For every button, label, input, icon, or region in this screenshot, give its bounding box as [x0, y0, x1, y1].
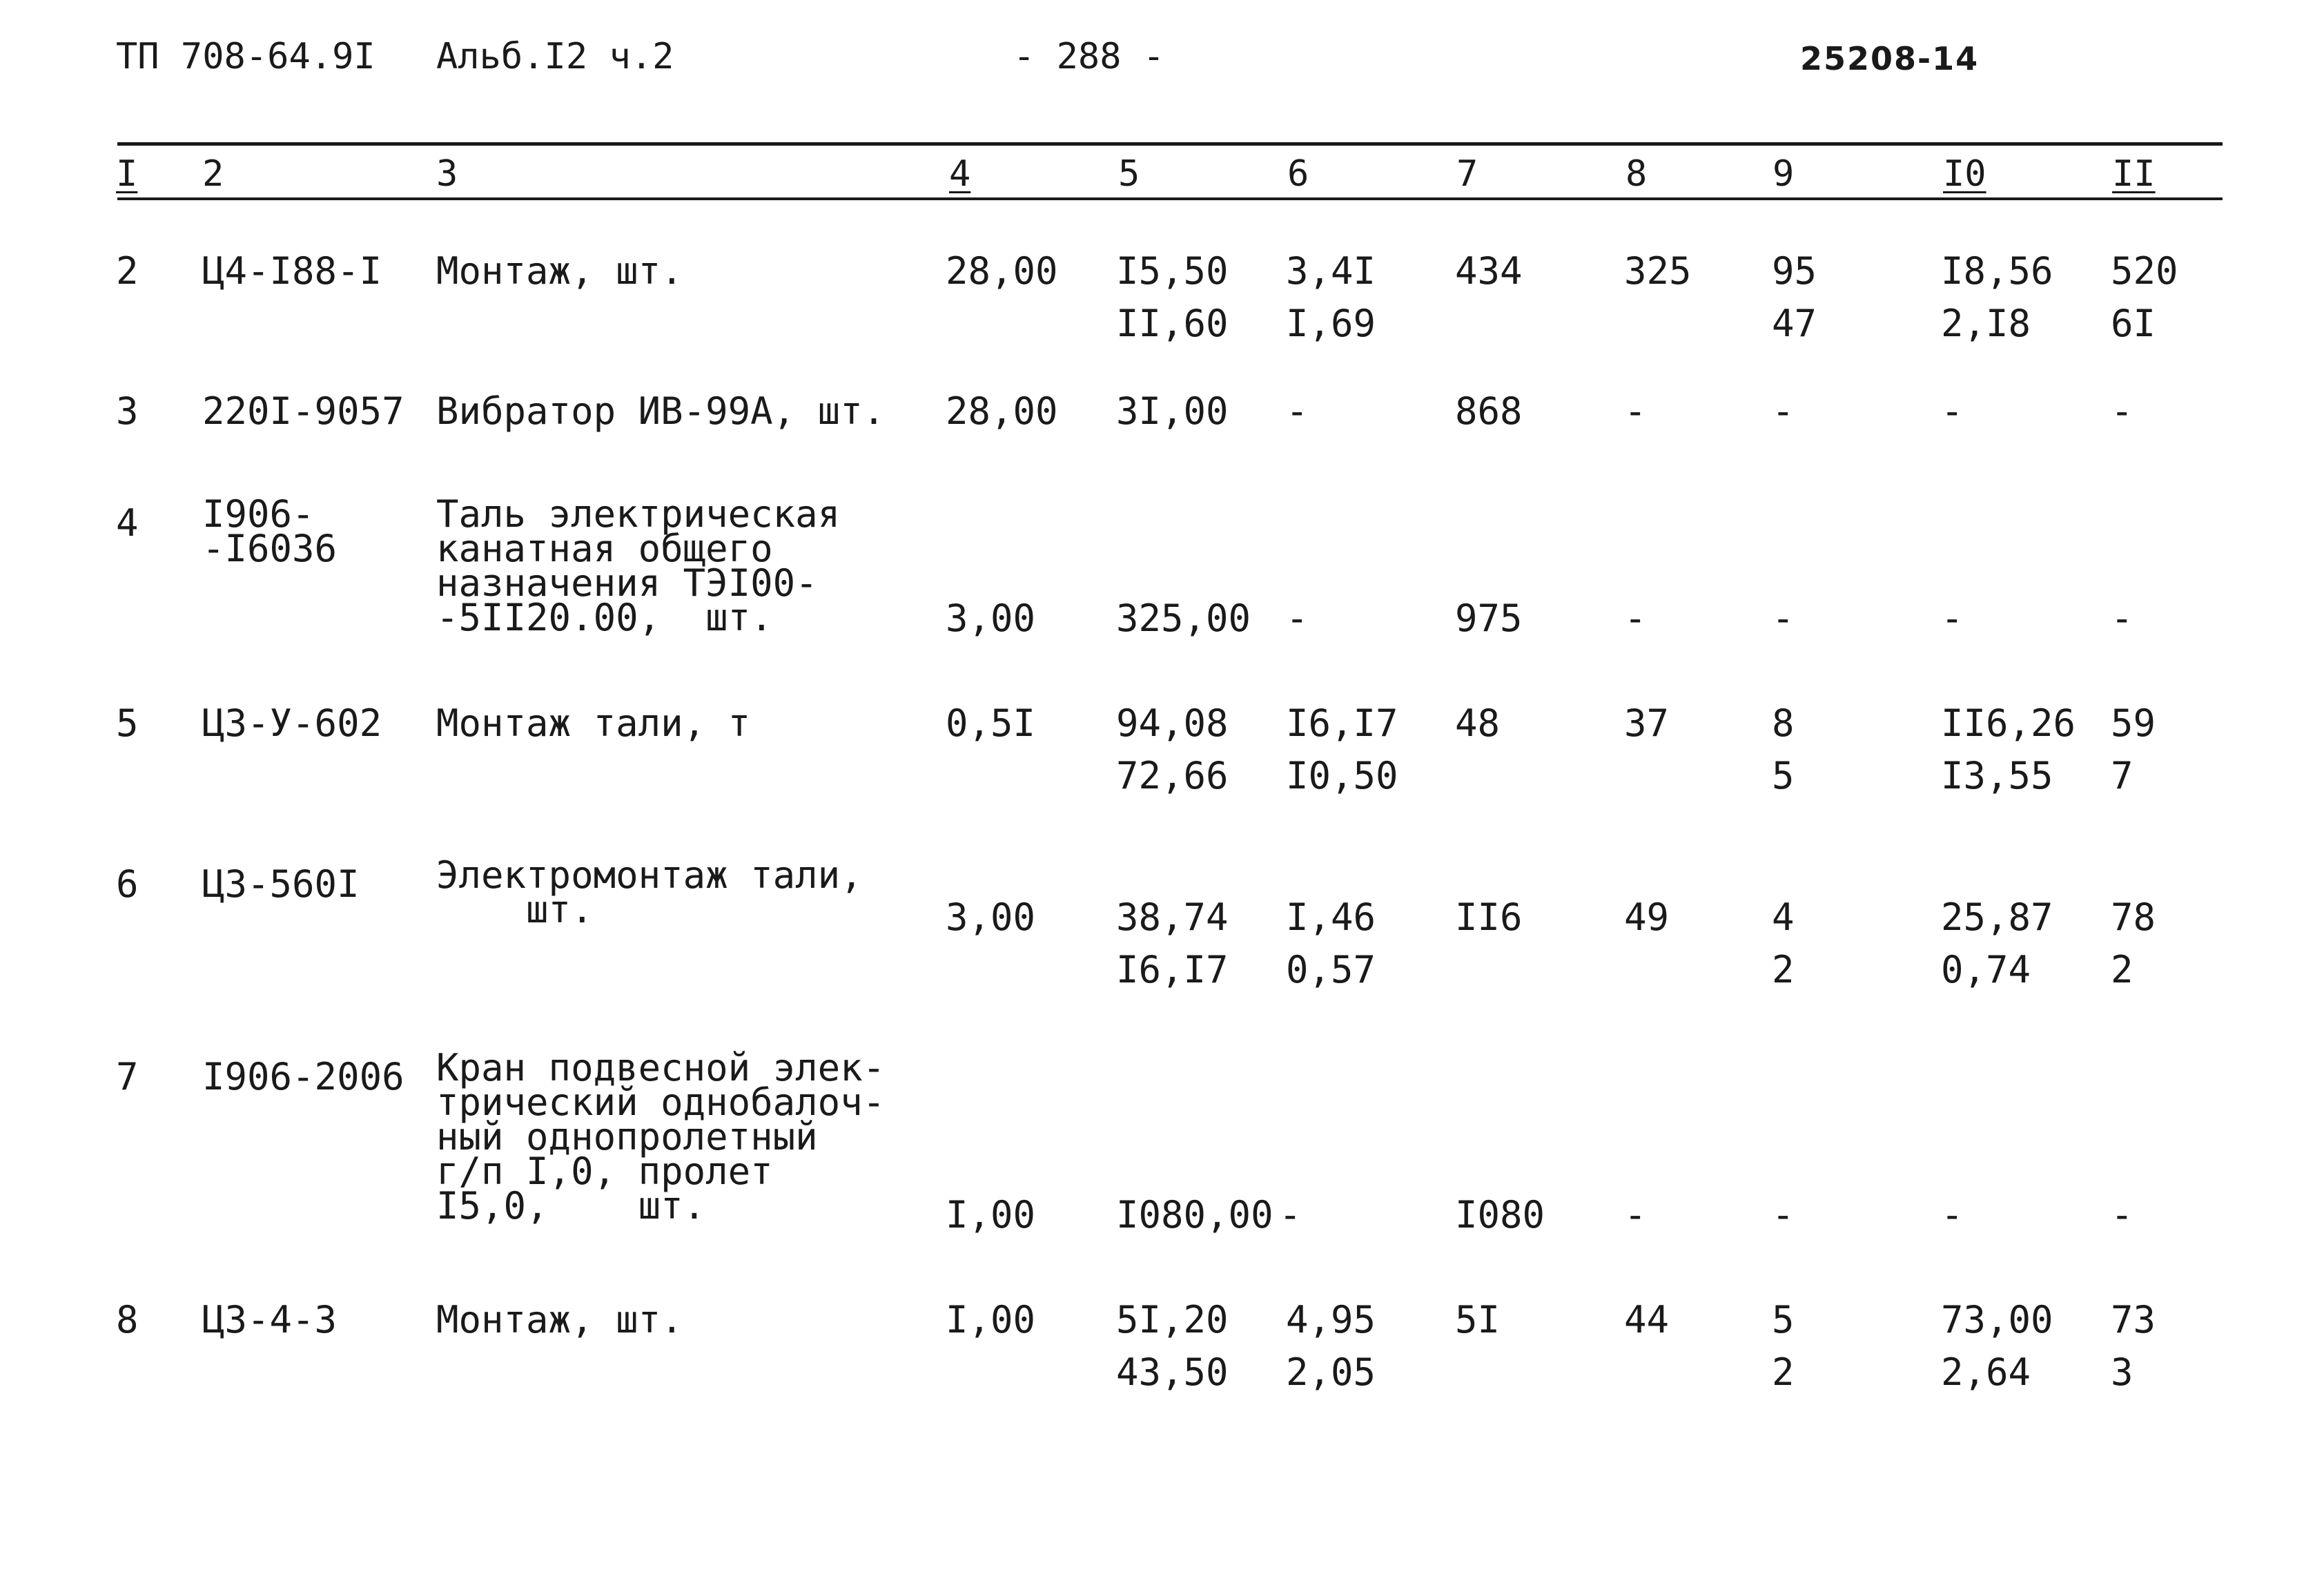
column-header-9: 9 [1773, 153, 1795, 195]
row-col9: 4 2 [1772, 895, 1795, 991]
row-col5: 325,00 [1116, 597, 1251, 640]
column-header-4: 4 [949, 153, 971, 195]
column-header-6: 6 [1287, 153, 1309, 195]
row-number: 4 [116, 501, 139, 545]
row-col5: 94,08 72,66 [1116, 701, 1229, 797]
row-col7: 434 [1455, 249, 1523, 293]
header-rule [117, 197, 2223, 200]
row-quantity: 3,00 [946, 895, 1036, 939]
row-col7: 975 [1455, 597, 1523, 640]
row-col8: 44 [1624, 1298, 1670, 1341]
row-col6: - [1286, 389, 1309, 433]
column-header-11: II [2112, 153, 2156, 195]
row-col7: 5I [1455, 1298, 1501, 1341]
row-name: Таль электрическая канатная общего назначения ТЭI00- -5II20.00, шт. [436, 492, 841, 639]
row-col10: 73,00 2,64 [1941, 1298, 2053, 1394]
row-col7: II6 [1455, 895, 1523, 939]
row-col10: - [1941, 389, 1964, 433]
row-number: 8 [116, 1298, 139, 1341]
row-number: 3 [116, 389, 139, 433]
row-col8: 49 [1624, 895, 1670, 939]
row-code: Ц3-560I [202, 862, 360, 906]
row-col11: 520 6I [2111, 249, 2178, 345]
row-quantity: I,00 [946, 1193, 1036, 1237]
row-col11: - [2111, 1193, 2133, 1237]
row-name: Вибратор ИВ-99А, шт. [436, 389, 886, 433]
row-col8: 325 [1624, 249, 1692, 293]
row-col9: 95 47 [1772, 249, 1817, 345]
row-col10: 25,87 0,74 [1941, 895, 2053, 991]
row-col6: 3,4I I,69 [1286, 249, 1376, 345]
row-code: Ц3-4-3 [202, 1298, 338, 1341]
row-col9: 5 2 [1772, 1298, 1795, 1394]
row-col8: - [1624, 389, 1647, 433]
column-header-3: 3 [436, 153, 458, 195]
row-col8: - [1624, 1193, 1647, 1237]
row-col10: - [1941, 1193, 1964, 1237]
row-col9: 8 5 [1772, 701, 1795, 797]
row-name: Электромонтаж тали, шт. [436, 853, 863, 931]
row-name: Монтаж тали, т [436, 701, 751, 745]
row-col10: I8,56 2,I8 [1941, 249, 2053, 345]
handwritten-number: 25208-14 [1800, 40, 1980, 77]
row-col5: I080,00 [1116, 1193, 1273, 1237]
row-col8: - [1624, 597, 1647, 640]
row-col7: 48 [1455, 701, 1501, 745]
row-quantity: 28,00 [946, 389, 1058, 433]
row-code: I906-2006 [202, 1055, 404, 1098]
row-quantity: 0,5I [946, 701, 1036, 745]
row-col11: - [2111, 597, 2133, 640]
row-name: Монтаж, шт. [436, 249, 683, 293]
row-col8: 37 [1624, 701, 1670, 745]
row-code: 220I-9057 [202, 389, 404, 433]
row-code: Ц3-У-602 [202, 701, 382, 745]
row-col10: - [1941, 597, 1964, 640]
row-col11: 73 3 [2111, 1298, 2156, 1394]
row-col11: 78 2 [2111, 895, 2156, 991]
column-header-10: I0 [1943, 153, 1986, 195]
row-col7: I080 [1455, 1193, 1545, 1237]
row-col11: - [2111, 389, 2133, 433]
column-header-5: 5 [1118, 153, 1140, 195]
document-code: ТП 708-64.9I [116, 36, 375, 77]
column-header-2: 2 [202, 153, 224, 195]
row-col6: - [1286, 597, 1309, 640]
row-col6: I,46 0,57 [1286, 895, 1376, 991]
row-col6: 4,95 2,05 [1286, 1298, 1376, 1394]
row-col5: 5I,20 43,50 [1116, 1298, 1229, 1394]
top-rule [117, 142, 2223, 146]
row-number: 5 [116, 701, 139, 745]
row-quantity: 28,00 [946, 249, 1058, 293]
row-col5: I5,50 II,60 [1116, 249, 1229, 345]
column-header-7: 7 [1456, 153, 1478, 195]
row-col11: 59 7 [2111, 701, 2156, 797]
row-number: 6 [116, 862, 139, 906]
row-number: 2 [116, 249, 139, 293]
row-col9: - [1772, 597, 1795, 640]
row-number: 7 [116, 1055, 139, 1098]
row-col5: 38,74 I6,I7 [1116, 895, 1229, 991]
column-header-8: 8 [1625, 153, 1648, 195]
row-name: Монтаж, шт. [436, 1298, 683, 1341]
row-col5: 3I,00 [1116, 389, 1229, 433]
row-col6: - [1279, 1193, 1302, 1237]
row-code: I906- -I6036 [202, 492, 338, 570]
album-reference: Альб.I2 ч.2 [436, 36, 674, 77]
row-col6: I6,I7 I0,50 [1286, 701, 1398, 797]
row-col7: 868 [1455, 389, 1523, 433]
page-number: - 288 - [1013, 36, 1165, 77]
row-quantity: I,00 [946, 1298, 1036, 1341]
row-name: Кран подвесной элек- трический однобалоч- ный однопролетный г/п I,0, пролет I5,0, шт. [436, 1046, 886, 1228]
row-col10: II6,26 I3,55 [1941, 701, 2076, 797]
row-quantity: 3,00 [946, 597, 1036, 640]
column-header-1: I [116, 153, 138, 195]
row-code: Ц4-I88-I [202, 249, 382, 293]
row-col9: - [1772, 1193, 1795, 1237]
row-col9: - [1772, 389, 1795, 433]
